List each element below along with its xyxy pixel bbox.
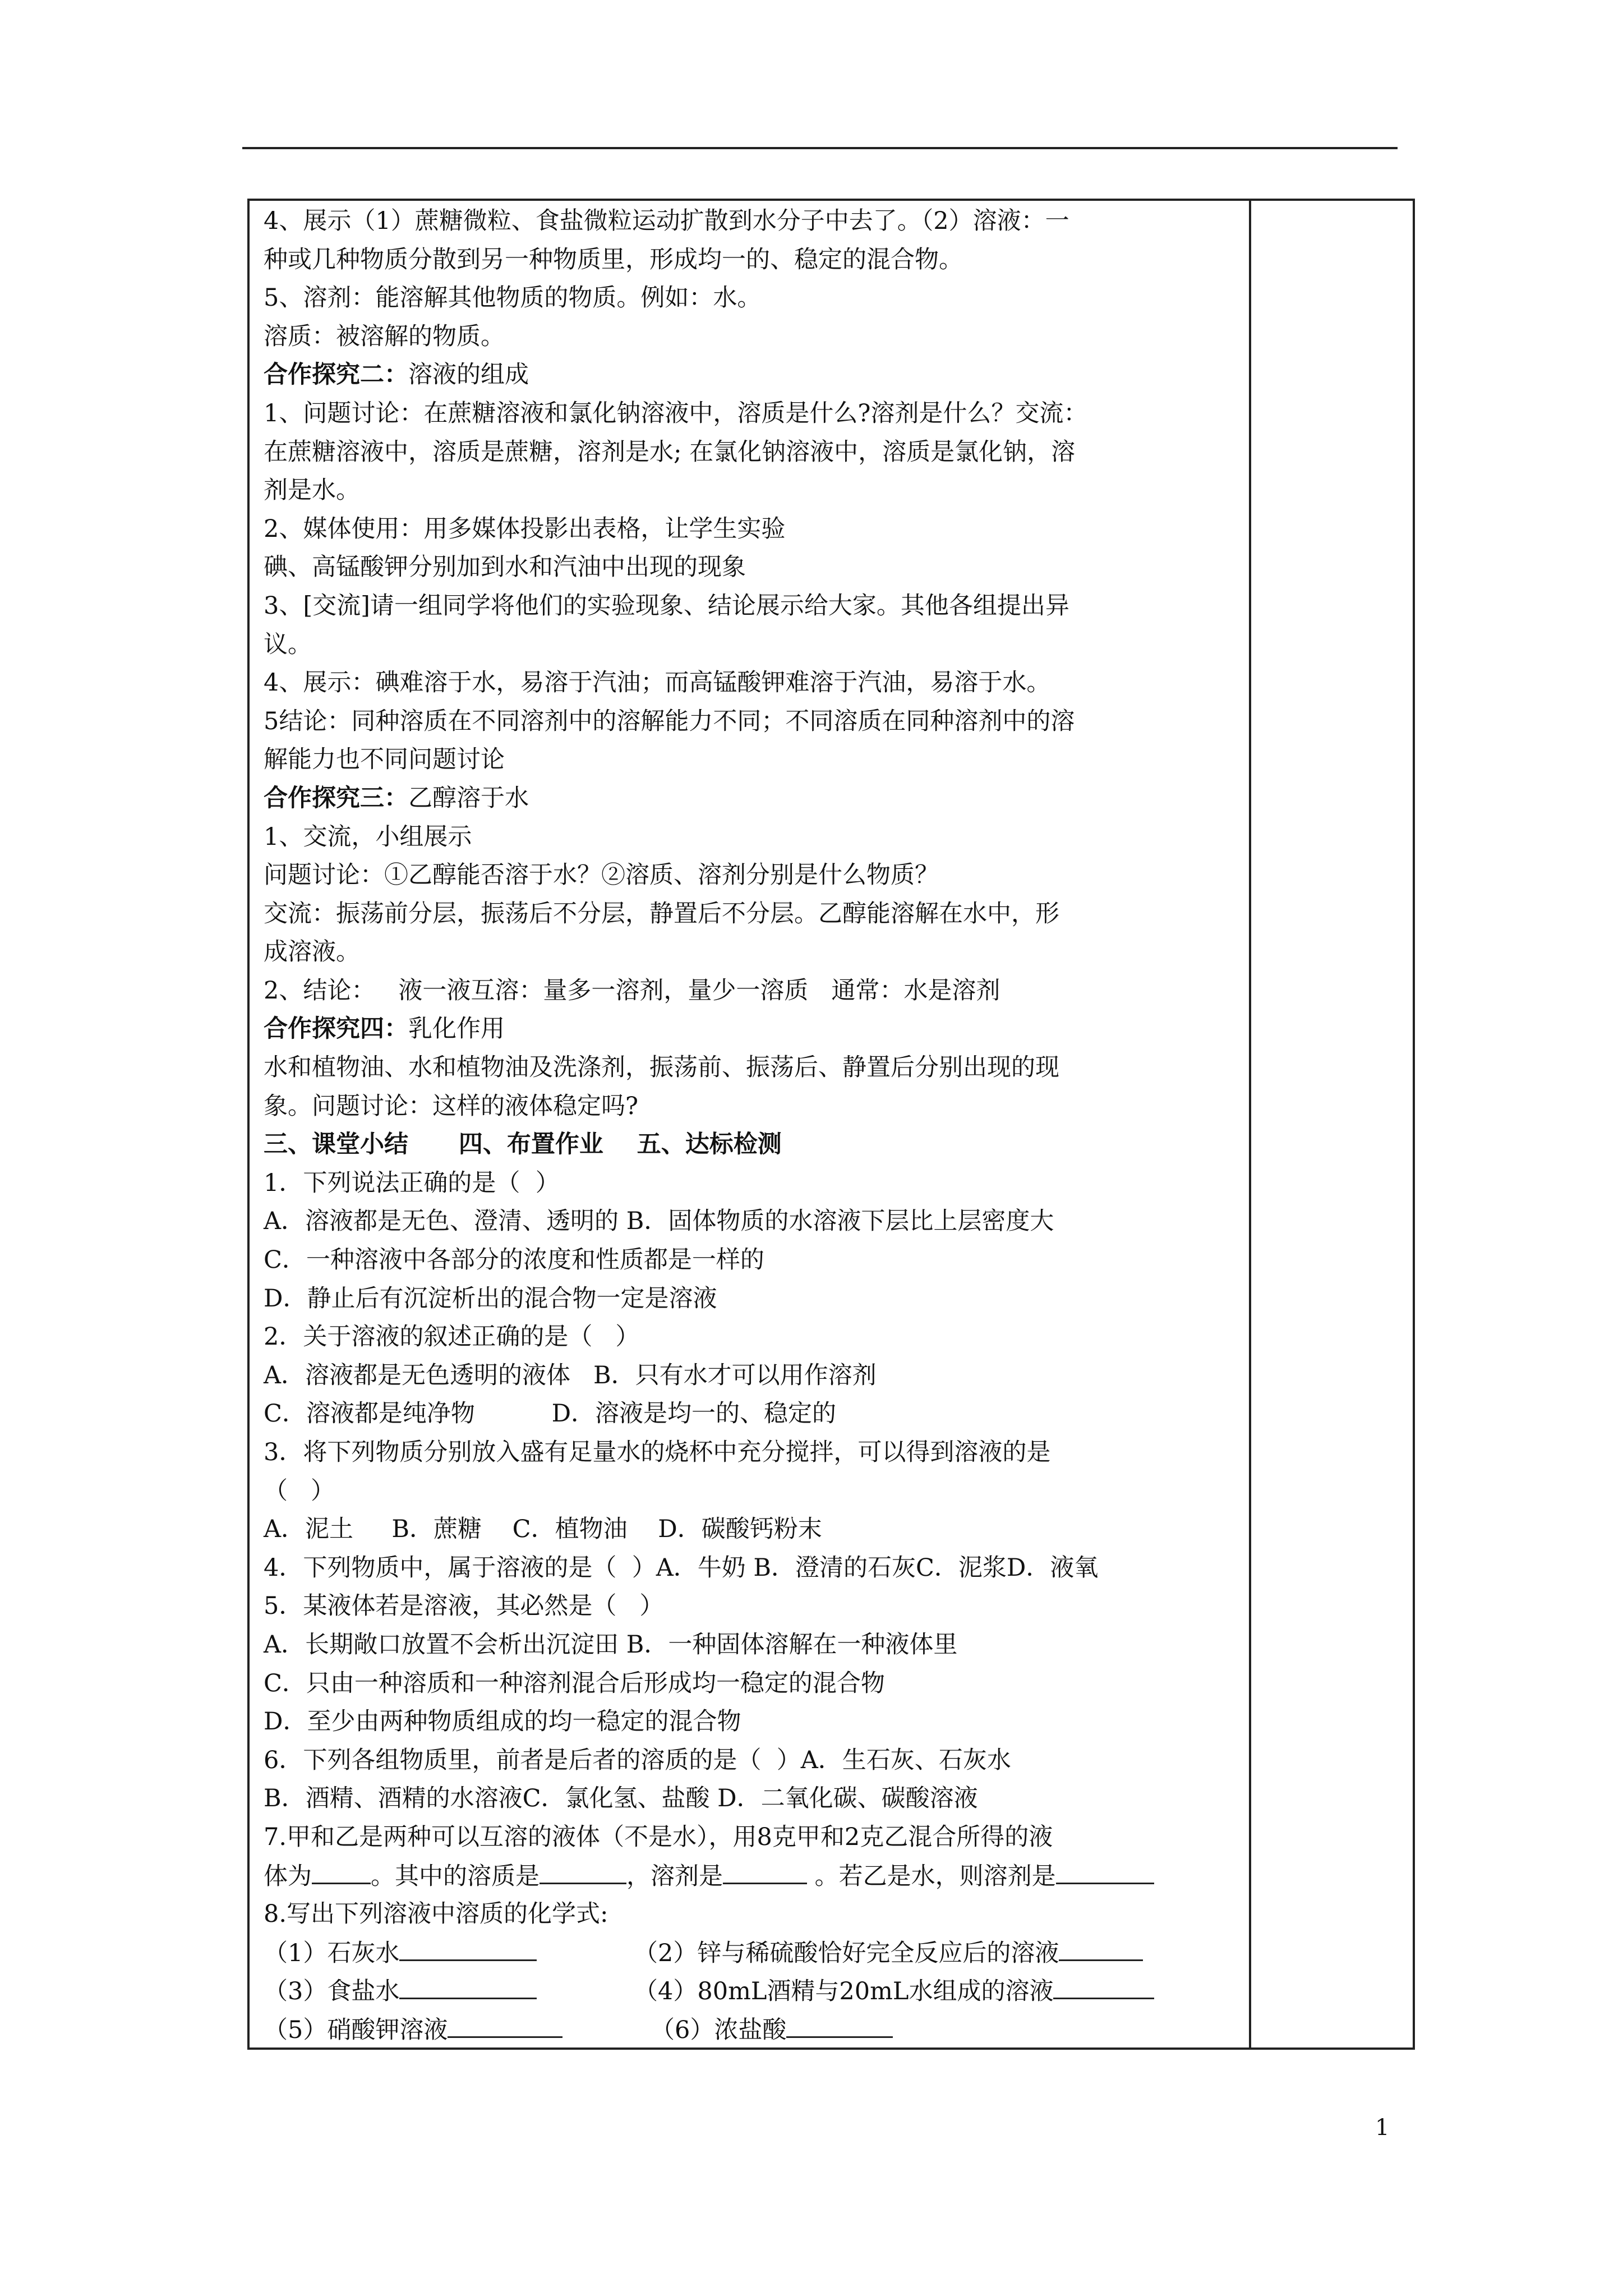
text-line: 1、问题讨论：在蔗糖溶液和氯化钠溶液中，溶质是什么?溶剂是什么？交流： [264, 399, 1088, 427]
answer-blank[interactable] [1056, 1857, 1154, 1884]
item-label: （2）锌与稀硫酸恰好完全反应后的溶液 [634, 1939, 1059, 1967]
section-title: 乙醇溶于水 [408, 784, 529, 812]
question-8-row [264, 1972, 1251, 2010]
text-line: 7.甲和乙是两种可以互溶的液体（不是水），用8克甲和2克乙混合所得的液 [264, 1823, 1053, 1851]
section-heading: 合作探究四： [264, 1015, 408, 1043]
text-line: C．溶液都是纯净物 D．溶液是均一的、稳定的 [264, 1400, 837, 1428]
text-line: 2．关于溶液的叙述正确的是（ ） [264, 1323, 640, 1351]
question-8-row [264, 1934, 1251, 1972]
text-line: （ ） [264, 1476, 335, 1505]
question-text: 。若乙是水，则溶剂是 [807, 1862, 1056, 1890]
answer-blank[interactable] [399, 1972, 537, 1999]
text-line: 4．下列物质中，属于溶液的是（ ）A．牛奶 B．澄清的石灰C．泥浆D．液氧 [264, 1553, 1099, 1582]
text-line: 3、[交流]请一组同学将他们的实验现象、结论展示给大家。其他各组提出异 [264, 591, 1069, 620]
item-label: （6）浓盐酸 [651, 2016, 787, 2044]
question-text: 。其中的溶质是 [371, 1862, 540, 1890]
text-line: 溶质：被溶解的物质。 [264, 322, 505, 351]
text-line: C．一种溶液中各部分的浓度和性质都是一样的 [264, 1246, 764, 1274]
item-label: （4）80mL酒精与20mL水组成的溶液 [634, 1977, 1054, 2006]
text-line: D．至少由两种物质组成的均一稳定的混合物 [264, 1708, 741, 1736]
text-line: 成溶液。 [264, 938, 360, 967]
text-line: D．静止后有沉淀析出的混合物一定是溶液 [264, 1284, 717, 1313]
section-title: 溶液的组成 [408, 361, 529, 389]
question-8-row [264, 2010, 1251, 2049]
lesson-content [264, 202, 1251, 2049]
section-heading: 合作探究二： [264, 361, 408, 389]
text-line [264, 779, 1251, 818]
text-line [264, 356, 1251, 394]
text-line: 6．下列各组物质里，前者是后者的溶质的是（ ）A．生石灰、石灰水 [264, 1746, 1011, 1774]
text-line: 2、结论： 液一液互溶：量多一溶剂，量少一溶质 通常：水是溶剂 [264, 976, 1000, 1005]
question-7-blanks [264, 1857, 1251, 1895]
text-line: A．长期敞口放置不会析出沉淀田 B．一种固体溶解在一种液体里 [264, 1630, 958, 1659]
text-line: 1．下列说法正确的是（ ） [264, 1168, 560, 1197]
text-line: 解能力也不同问题讨论 [264, 746, 505, 774]
text-line: 象。问题讨论：这样的液体稳定吗? [264, 1092, 639, 1120]
text-line: 三、课堂小结 四、布置作业 五、达标检测 [264, 1130, 782, 1159]
text-line: 碘、高锰酸钾分别加到水和汽油中出现的现象 [264, 553, 746, 582]
text-line: 在蔗糖溶液中，溶质是蔗糖，溶剂是水; 在氯化钠溶液中，溶质是氯化钠，溶 [264, 438, 1076, 466]
text-line [264, 1010, 1251, 1048]
text-line: 3．将下列物质分别放入盛有足量水的烧杯中充分搅拌，可以得到溶液的是 [264, 1438, 1051, 1466]
answer-blank[interactable] [1053, 1972, 1154, 1999]
section-heading: 合作探究三： [264, 784, 408, 812]
text-line: 5、溶剂：能溶解其他物质的物质。例如：水。 [264, 284, 762, 312]
text-line: 种或几种物质分散到另一种物质里，形成均一的、稳定的混合物。 [264, 245, 963, 274]
answer-blank[interactable] [723, 1857, 807, 1884]
answer-blank[interactable] [786, 2010, 893, 2038]
text-line: 5结论：同种溶质在不同溶剂中的溶解能力不同；不同溶质在同种溶剂中的溶 [264, 707, 1075, 735]
item-label: （5）硝酸钾溶液 [264, 2016, 448, 2044]
text-line: 4、展示（1）蔗糖微粒、食盐微粒运动扩散到水分子中去了。（2）溶液：一 [264, 207, 1069, 235]
text-line: A．溶液都是无色、澄清、透明的 B．固体物质的水溶液下层比上层密度大 [264, 1207, 1054, 1236]
text-line: 1、交流，小组展示 [264, 822, 472, 851]
text-line: A．泥土 B．蔗糖 C．植物油 D．碳酸钙粉末 [264, 1515, 822, 1544]
text-line: A．溶液都是无色透明的液体 B．只有水才可以用作溶剂 [264, 1361, 877, 1389]
text-line: 剂是水。 [264, 476, 360, 505]
answer-blank[interactable] [399, 1934, 537, 1961]
question-8-title: 8.写出下列溶液中溶质的化学式: [264, 1900, 608, 1929]
item-label: （3）食盐水 [264, 1977, 400, 2006]
text-line: C．只由一种溶质和一种溶剂混合后形成均一稳定的混合物 [264, 1669, 885, 1697]
text-line: 问题讨论：①乙醇能否溶于水？②溶质、溶剂分别是什么物质？ [264, 861, 939, 890]
answer-blank[interactable] [448, 2010, 562, 2038]
text-line: 水和植物油、水和植物油及洗涤剂，振荡前、振荡后、静置后分别出现的现 [264, 1053, 1059, 1082]
text-line: 2、媒体使用：用多媒体投影出表格，让学生实验 [264, 514, 786, 543]
text-line: 议。 [264, 630, 312, 659]
text-line: 5．某液体若是溶液，其必然是（ ） [264, 1592, 664, 1621]
section-title: 乳化作用 [408, 1015, 505, 1043]
answer-blank[interactable] [540, 1857, 626, 1884]
question-text: ，溶剂是 [626, 1862, 723, 1890]
text-line: 交流：振荡前分层，振荡后不分层，静置后不分层。乙醇能溶解在水中，形 [264, 899, 1059, 928]
answer-blank[interactable] [312, 1857, 371, 1884]
text-line: 4、展示：碘难溶于水，易溶于汽油；而高锰酸钾难溶于汽油，易溶于水。 [264, 669, 1051, 697]
header-rule [242, 147, 1398, 149]
item-label: （1）石灰水 [264, 1939, 400, 1967]
text-line: B．酒精、酒精的水溶液C．氯化氢、盐酸 D．二氧化碳、碳酸溶液 [264, 1784, 978, 1813]
question-text: 体为 [264, 1862, 312, 1890]
page-number: 1 [1375, 2115, 1390, 2141]
answer-blank[interactable] [1059, 1934, 1143, 1961]
